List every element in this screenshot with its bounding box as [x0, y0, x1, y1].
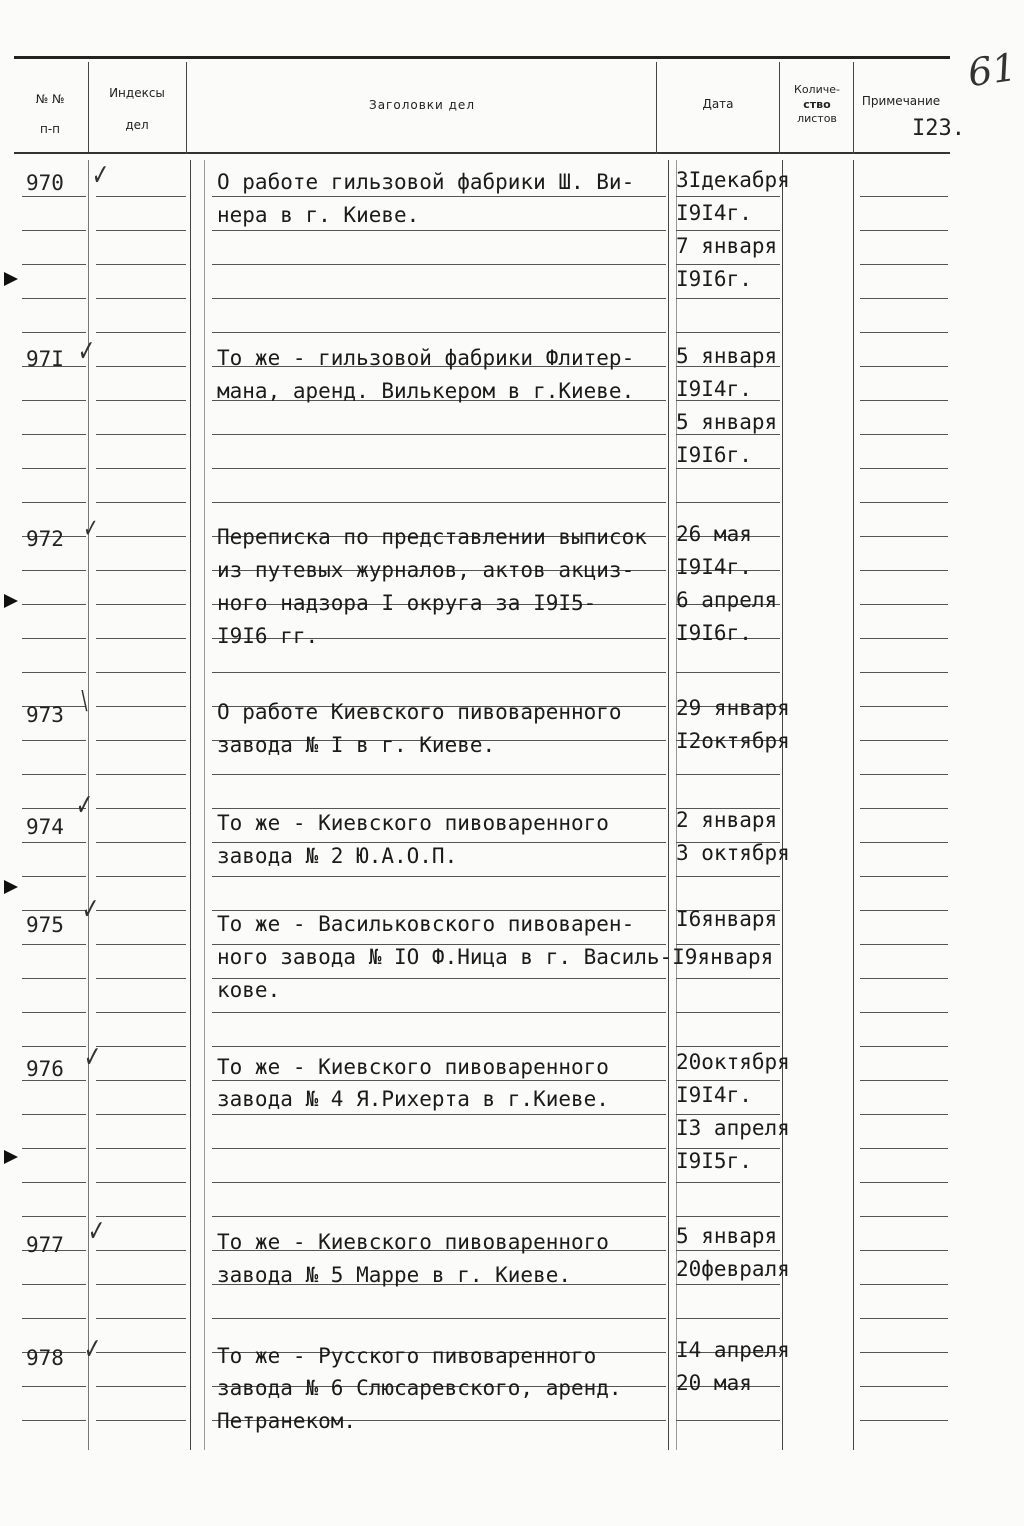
- ruled-line: [96, 1352, 186, 1353]
- entry-title-line: То же - Русского пивоваренного: [217, 1344, 597, 1368]
- ruled-line: [860, 978, 948, 979]
- entry-date-line: I9I6г.: [676, 267, 752, 291]
- ruled-line: [860, 1080, 948, 1081]
- ruled-line: [96, 230, 186, 231]
- ruled-line: [676, 1318, 780, 1319]
- ruled-line: [860, 400, 948, 401]
- entry-title-line: ного надзора I округа за I9I5-: [217, 591, 597, 615]
- ruled-line: [96, 944, 186, 945]
- ruled-line: [96, 570, 186, 571]
- entry-number: 970: [26, 171, 64, 195]
- ruled-line: [96, 1318, 186, 1319]
- entry-date-line: 2 января: [676, 808, 778, 832]
- ruled-line: [22, 434, 86, 435]
- entry-title-line: мана, аренд. Вилькером в г.Киеве.: [217, 379, 635, 403]
- ruled-line: [212, 1046, 666, 1047]
- ruled-line: [676, 298, 780, 299]
- ruled-line: [22, 944, 86, 945]
- ruled-line: [212, 774, 666, 775]
- ruled-line: [96, 1386, 186, 1387]
- checkmark-icon: ✓: [83, 1332, 102, 1367]
- ruled-line: [860, 196, 948, 197]
- entry-date-line: I3 апреля: [676, 1116, 790, 1140]
- ruled-line: [22, 1420, 86, 1421]
- ruled-line: [96, 978, 186, 979]
- ruled-line: [22, 298, 86, 299]
- ruled-line: [860, 1250, 948, 1251]
- ruled-line: [860, 672, 948, 673]
- ruled-line: [22, 774, 86, 775]
- header-number-label: № №: [35, 92, 65, 106]
- entry-number: 975: [26, 913, 64, 937]
- entry-title-line: завода № 2 Ю.А.О.П.: [217, 844, 458, 868]
- ruled-line: [22, 1284, 86, 1285]
- ruled-line: [96, 366, 186, 367]
- ruled-line: [22, 638, 86, 639]
- ruled-line: [212, 1182, 666, 1183]
- checkmark-icon: \: [81, 686, 88, 716]
- ruled-line: [96, 740, 186, 741]
- header-bottom-rule: [14, 152, 950, 154]
- ruled-line: [212, 434, 666, 435]
- ruled-line: [860, 1114, 948, 1115]
- checkmark-icon: ✓: [77, 334, 96, 369]
- ruled-line: [860, 298, 948, 299]
- ruled-line: [22, 978, 86, 979]
- ruled-line: [96, 196, 186, 197]
- ruled-line: [212, 672, 666, 673]
- ruled-line: [96, 842, 186, 843]
- entry-date-line: 5 января: [676, 344, 778, 368]
- ruled-line: [676, 1216, 780, 1217]
- entry-date-line: 3 октября: [676, 841, 790, 865]
- binding-mark-icon: [4, 880, 18, 894]
- ruled-line: [860, 468, 948, 469]
- ruled-line: [96, 1080, 186, 1081]
- entry-number: 976: [26, 1057, 64, 1081]
- column-divider: [186, 62, 187, 154]
- column-divider: [853, 160, 854, 1450]
- ruled-line: [22, 502, 86, 503]
- ruled-line: [22, 264, 86, 265]
- column-divider: [779, 62, 780, 154]
- entry-date-line: 6 апреля: [676, 588, 778, 612]
- ruled-line: [860, 1318, 948, 1319]
- ruled-line: [96, 638, 186, 639]
- ruled-line: [212, 264, 666, 265]
- entry-title-line: О работе Киевского пивоваренного: [217, 700, 622, 724]
- checkmark-icon: ✓: [75, 788, 94, 823]
- ruled-line: [860, 638, 948, 639]
- entry-title-line: То же - гильзовой фабрики Флитер-: [217, 346, 635, 370]
- ruled-line: [96, 1250, 186, 1251]
- ruled-line: [22, 1182, 86, 1183]
- ruled-line: [96, 434, 186, 435]
- ruled-line: [96, 536, 186, 537]
- header-index-label: Индексы: [109, 86, 165, 100]
- entry-title-line: нера в г. Киеве.: [217, 203, 420, 227]
- entry-date-line: 20 мая: [676, 1371, 752, 1395]
- header-index-sub-label: дел: [125, 118, 149, 132]
- entry-title-line: Петранеком.: [217, 1409, 357, 1433]
- ruled-line: [22, 332, 86, 333]
- ruled-line: [96, 1148, 186, 1149]
- ruled-line: [96, 604, 186, 605]
- ruled-line: [96, 502, 186, 503]
- entry-title-line: Переписка по представлении выписок: [217, 525, 647, 549]
- entry-date-line: I9I4г.: [676, 201, 752, 225]
- entry-date-line: 20октября: [676, 1050, 790, 1074]
- binding-mark-icon: [4, 1150, 18, 1164]
- ruled-line: [22, 1046, 86, 1047]
- ruled-line: [212, 502, 666, 503]
- entry-number: 978: [26, 1346, 64, 1370]
- ruled-line: [676, 502, 780, 503]
- header-date-label: Дата: [702, 97, 734, 111]
- binding-mark-icon: [4, 272, 18, 286]
- ruled-line: [96, 808, 186, 809]
- handwritten-page-number: 61: [965, 44, 1020, 96]
- header-number-sub-label: п-п: [39, 122, 61, 136]
- entry-date-line: I9I4г.: [676, 377, 752, 401]
- entry-date-line: I9I6г.: [676, 621, 752, 645]
- ruled-line: [96, 1420, 186, 1421]
- header-sheets-label-1: Количе-: [794, 83, 840, 96]
- ruled-line: [212, 876, 666, 877]
- ruled-line: [212, 1148, 666, 1149]
- entry-date-line: I9I4г.: [676, 1083, 752, 1107]
- ruled-line: [860, 1284, 948, 1285]
- ruled-line: [860, 264, 948, 265]
- ruled-line: [860, 536, 948, 537]
- entry-title-line: завода № I в г. Киеве.: [217, 733, 496, 757]
- ruled-line: [860, 604, 948, 605]
- ruled-line: [96, 298, 186, 299]
- ruled-line: [676, 1420, 780, 1421]
- entry-date-line: I9I5г.: [676, 1149, 752, 1173]
- ruled-line: [676, 332, 780, 333]
- entry-title-line: То же - Киевского пивоваренного: [217, 1055, 609, 1079]
- ruled-line: [860, 842, 948, 843]
- ruled-line: [96, 332, 186, 333]
- ruled-line: [860, 1216, 948, 1217]
- ruled-line: [860, 876, 948, 877]
- entry-title-line: I9I6 гг.: [217, 624, 319, 648]
- binding-mark-icon: [4, 594, 18, 608]
- ruled-line: [22, 1318, 86, 1319]
- ruled-line: [860, 1386, 948, 1387]
- ruled-line: [676, 672, 780, 673]
- entry-number: 972: [26, 527, 64, 551]
- ruled-line: [96, 1284, 186, 1285]
- ruled-line: [860, 774, 948, 775]
- ruled-line: [22, 400, 86, 401]
- ruled-line: [96, 1216, 186, 1217]
- entry-number: 974: [26, 815, 64, 839]
- ruled-line: [212, 1318, 666, 1319]
- ruled-line: [96, 1114, 186, 1115]
- entry-date-line: I9I6г.: [676, 443, 752, 467]
- column-divider: [668, 160, 669, 1450]
- entry-date-line: 5 января: [676, 1224, 778, 1248]
- ruled-line: [96, 468, 186, 469]
- checkmark-icon: ✓: [87, 1214, 106, 1249]
- entry-title-line: из путевых журналов, актов акциз-: [217, 558, 635, 582]
- ruled-line: [22, 1148, 86, 1149]
- entry-title-line: завода № 5 Марре в г. Киеве.: [217, 1263, 572, 1287]
- ruled-line: [22, 842, 86, 843]
- ruled-line: [676, 1182, 780, 1183]
- ruled-line: [22, 876, 86, 877]
- ruled-line: [860, 1182, 948, 1183]
- header-sheets-label-2: ство: [803, 98, 831, 111]
- header-top-rule: [14, 56, 950, 59]
- ruled-line: [860, 706, 948, 707]
- ruled-line: [860, 740, 948, 741]
- column-divider: [190, 160, 191, 1450]
- ruled-line: [860, 1046, 948, 1047]
- entry-date-line: 29 января: [676, 696, 790, 720]
- ruled-line: [860, 944, 948, 945]
- ruled-line: [96, 1046, 186, 1047]
- ruled-line: [860, 808, 948, 809]
- entry-date-line: I4 апреля: [676, 1338, 790, 1362]
- ruled-line: [96, 774, 186, 775]
- ruled-line: [860, 366, 948, 367]
- ruled-line: [22, 570, 86, 571]
- ruled-line: [96, 706, 186, 707]
- ruled-line: [676, 876, 780, 877]
- ruled-line: [676, 774, 780, 775]
- entry-date-line: 7 января: [676, 234, 778, 258]
- ruled-line: [860, 1352, 948, 1353]
- entry-title-line: То же - Васильковского пивоварен-: [217, 912, 635, 936]
- ruled-line: [22, 468, 86, 469]
- checkmark-icon: ✓: [91, 158, 110, 193]
- header-note-label: Примечание: [861, 94, 941, 108]
- entry-title-line: ного завода № IO Ф.Ница в г. Василь-I9января: [217, 945, 774, 969]
- ruled-line: [22, 672, 86, 673]
- ruled-line: [22, 1114, 86, 1115]
- entry-number: 973: [26, 703, 64, 727]
- checkmark-icon: ✓: [83, 1040, 102, 1075]
- ruled-line: [860, 230, 948, 231]
- entry-date-line: 26 мая: [676, 522, 752, 546]
- ruled-line: [212, 1012, 666, 1013]
- ruled-line: [860, 1420, 948, 1421]
- entry-number: 977: [26, 1233, 64, 1257]
- entry-title-line: завода № 4 Я.Рихерта в г.Киеве.: [217, 1087, 609, 1111]
- entry-title-line: О работе гильзовой фабрики Ш. Ви-: [217, 170, 635, 194]
- checkmark-icon: ✓: [83, 514, 99, 544]
- ruled-line: [96, 876, 186, 877]
- ruled-line: [22, 740, 86, 741]
- ruled-line: [212, 468, 666, 469]
- entry-date-line: 5 января: [676, 410, 778, 434]
- ruled-line: [96, 400, 186, 401]
- entry-date-line: 3Iдекабря: [676, 168, 790, 192]
- ruled-line: [676, 978, 780, 979]
- ruled-line: [96, 1012, 186, 1013]
- column-divider: [204, 160, 205, 1450]
- entry-date-line: I9I4г.: [676, 555, 752, 579]
- ruled-line: [22, 230, 86, 231]
- ruled-line: [860, 910, 948, 911]
- ruled-line: [96, 672, 186, 673]
- checkmark-icon: ✓: [81, 892, 100, 927]
- ruled-line: [860, 332, 948, 333]
- entry-title-line: кове.: [217, 978, 281, 1002]
- ruled-line: [860, 502, 948, 503]
- entry-date-line: I6января: [676, 907, 778, 931]
- ruled-line: [22, 604, 86, 605]
- entry-title-line: завода № 6 Слюсаревского, аренд.: [217, 1376, 622, 1400]
- entry-number: 97I: [26, 347, 64, 371]
- ruled-line: [860, 1148, 948, 1149]
- entry-title-line: То же - Киевского пивоваренного: [217, 811, 609, 835]
- ruled-line: [22, 1012, 86, 1013]
- entry-date-line: 20февраля: [676, 1257, 790, 1281]
- column-divider: [656, 62, 657, 154]
- ruled-line: [212, 298, 666, 299]
- entry-title-line: То же - Киевского пивоваренного: [217, 1230, 609, 1254]
- ruled-line: [22, 1386, 86, 1387]
- entry-date-line: I2октября: [676, 729, 790, 753]
- ruled-line: [96, 1182, 186, 1183]
- header-sheets-label-3: листов: [797, 112, 837, 125]
- ruled-line: [860, 434, 948, 435]
- ruled-line: [22, 1216, 86, 1217]
- ruled-line: [860, 570, 948, 571]
- ruled-line: [212, 332, 666, 333]
- header-title-label: Заголовки дел: [369, 98, 475, 112]
- ruled-line: [860, 1012, 948, 1013]
- column-divider: [88, 62, 89, 152]
- ruled-line: [212, 1216, 666, 1217]
- ruled-line: [676, 1012, 780, 1013]
- ruled-line: [96, 264, 186, 265]
- ruled-line: [96, 910, 186, 911]
- sheet-number: I23.: [912, 116, 965, 141]
